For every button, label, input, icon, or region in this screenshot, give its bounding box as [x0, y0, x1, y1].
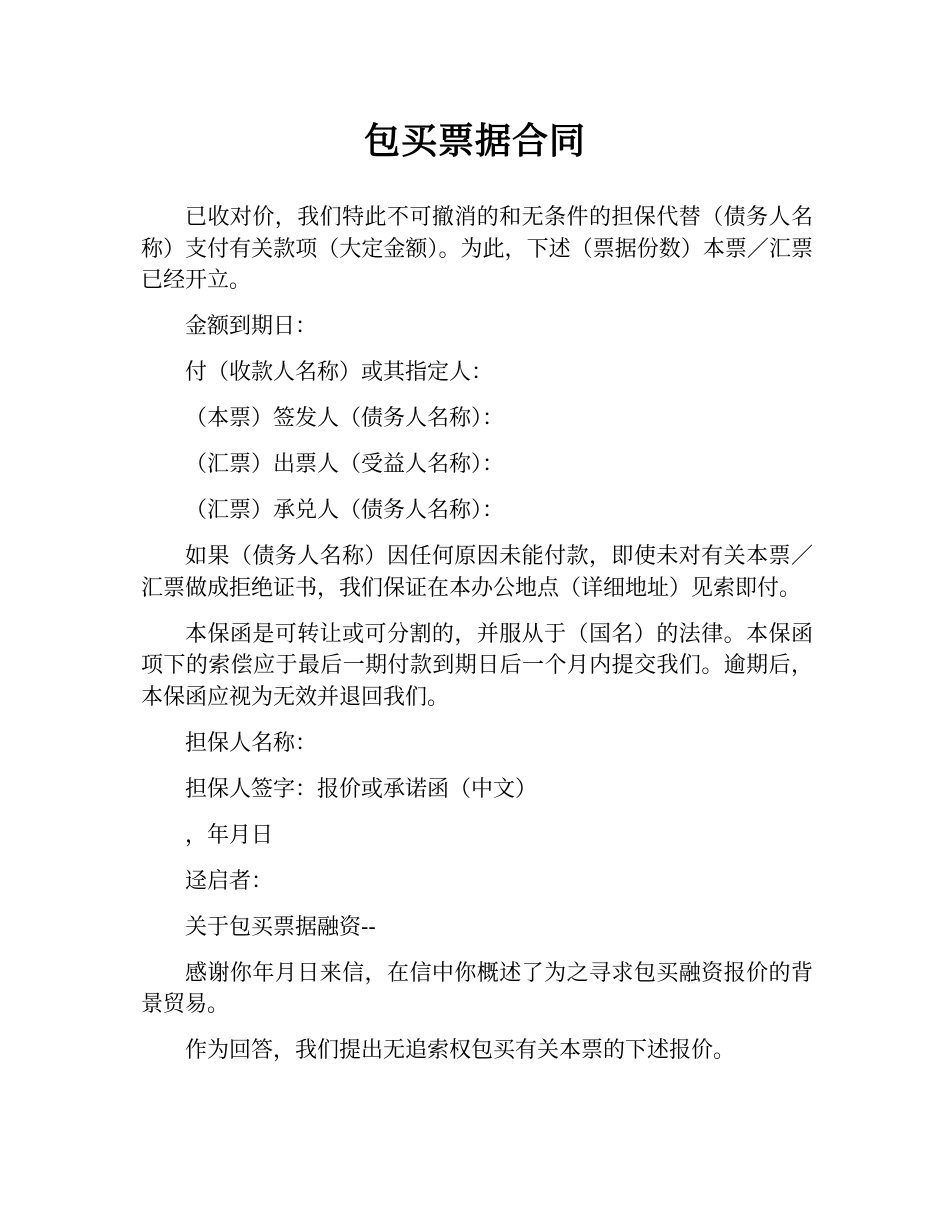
paragraph-transferability: 本保函是可转让或可分割的，并服从于（国名）的法律。本保函项下的索偿应于最后一期付款到期日后一个月内提交我们。逾期后，本保函应视为无效并退回我们。 — [141, 621, 813, 710]
paragraph-thanks: 感谢你年月日来信，在信中你概述了为之寻求包买融资报价的背景贸易。 — [141, 960, 813, 1017]
document-body — [141, 202, 813, 1081]
paragraph-offer: 作为回答，我们提出无追索权包买有关本票的下述报价。 — [185, 1038, 736, 1063]
paragraph-date-line: ，年月日 — [185, 822, 274, 848]
page-title: 包买票据合同 — [363, 121, 586, 162]
paragraph-guarantor-signature: 担保人签字：报价或承诺函（中文） — [185, 776, 538, 802]
paragraph-guarantee-intro: 已收对价，我们特此不可撤消的和无条件的担保代替（债务人名称）支付有关款项（大定金额）。为此，下述（票据份数）本票／汇票已经开立。 — [141, 205, 813, 293]
paragraph-payment-guarantee: 如果（债务人名称）因任何原因未能付款，即使未对有关本票／汇票做成拒绝证书，我们保证在本办公地点（详细地址）见索即付。 — [141, 544, 813, 601]
paragraph-note-issuer: （本票）签发人（债务人名称）： — [185, 406, 505, 431]
paragraph-bill-acceptor: （汇票）承兑人（债务人名称）： — [185, 498, 505, 523]
paragraph-subject: 关于包买票据融资-- — [185, 914, 376, 940]
paragraph-amount-due-date: 金额到期日： — [185, 314, 318, 339]
paragraph-payee: 付（收款人名称）或其指定人： — [185, 360, 494, 385]
paragraph-bill-drawer: （汇票）出票人（受益人名称）： — [185, 452, 505, 477]
paragraph-guarantor-name: 担保人名称： — [185, 730, 318, 756]
paragraph-salutation: 迳启者： — [185, 868, 274, 894]
